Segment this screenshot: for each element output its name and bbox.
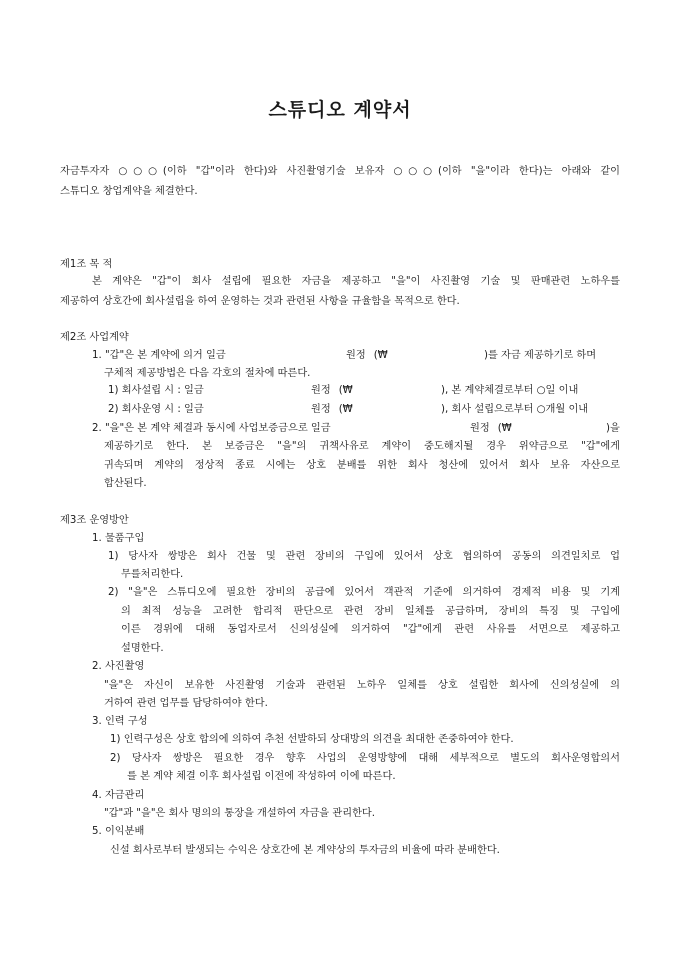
article-2-sub-2-amount bbox=[311, 401, 353, 419]
article-2-sub-1-amount bbox=[311, 382, 353, 400]
article-3-heading: 제3조 운영방안 bbox=[60, 515, 129, 526]
article-2-item-2-line-2: 귀속되며 계약의 정상적 종료 시에는 상호 분배를 위한 회사 청산에 있어서 회사 보유 자산으로 bbox=[104, 460, 620, 471]
section-5-body: 신설 회사로부터 발생되는 수익은 상호간에 본 계약상의 투자금의 비율에 따라 분배한다. bbox=[110, 845, 500, 856]
section-3-p1: 1) 인력구성은 상호 합의에 의하여 추천 선발하되 상대방의 의견을 최대한 존중하여야 한다. bbox=[110, 734, 514, 745]
article-2-item-1-tail: )를 자금 제공하기로 하며 bbox=[484, 350, 597, 361]
section-3-title: 3. 인력 구성 bbox=[92, 716, 148, 727]
article-2-heading: 제2조 사업계약 bbox=[60, 332, 129, 343]
section-3-p2-line-1: 2) 당사자 쌍방은 필요한 경우 향후 사업의 운영방향에 대해 세부적으로 별도의 회사운영합의서 bbox=[110, 753, 620, 764]
section-1-p2-line-1: 2) "을"은 스튜디오에 필요한 장비의 공급에 있어서 객관적 기준에 의거하여 경제적 비용 및 기계 bbox=[108, 587, 620, 598]
section-5-title: 5. 이익분배 bbox=[92, 826, 145, 837]
sub-1-won-label: 원정 bbox=[311, 385, 331, 396]
article-2-sub-1: 1) 회사설립 시 : 일금 bbox=[108, 385, 204, 396]
section-3-p2-line-2: 를 본 계약 체결 이후 회사설립 이전에 작성하여 이에 따른다. bbox=[127, 771, 396, 782]
item-2-won-label: 원정 bbox=[470, 423, 490, 434]
intro-line-2: 스튜디오 창업계약을 체결한다. bbox=[60, 186, 198, 197]
section-4-body: "갑"과 "을"은 회사 명의의 통장을 개설하여 자금을 관리한다. bbox=[104, 808, 375, 819]
section-4-title: 4. 자금관리 bbox=[92, 790, 145, 801]
article-2-item-1-amount bbox=[346, 347, 388, 365]
section-1-p2-line-4: 설명한다. bbox=[121, 643, 164, 654]
document-title: 스튜디오 계약서 bbox=[268, 99, 412, 121]
section-1-p2-line-2: 의 최적 성능을 고려한 합리적 판단으로 관련 장비 일체를 공급하며, 장비의 특징 및 구입에 bbox=[121, 606, 620, 617]
article-2-item-2: 2. "을"은 본 계약 체결과 동시에 사업보증금으로 일금 bbox=[92, 423, 331, 434]
article-2-item-2-tail: )을 bbox=[606, 423, 620, 434]
section-1-p1-line-1: 1) 당사자 쌍방은 회사 건물 및 관련 장비의 구입에 있어서 상호 협의하여 공동의 의견일치로 업 bbox=[108, 551, 620, 562]
article-1-heading: 제1조 목 적 bbox=[60, 259, 113, 270]
article-1-line-2: 제공하여 상호간에 회사설립을 하여 운영하는 것과 관련된 사항을 규율함을 목적으로 한다. bbox=[60, 296, 460, 307]
article-2-sub-2-tail: ), 회사 설립으로부터 ○개월 이내 bbox=[441, 404, 589, 415]
sub-2-won-label: 원정 bbox=[311, 404, 331, 415]
section-2-title: 2. 사진촬영 bbox=[92, 661, 145, 672]
sub-1-won-sign: (₩ bbox=[338, 385, 353, 396]
article-2-item-2-line-3: 합산된다. bbox=[104, 478, 147, 489]
section-1-p2-line-3: 이른 경위에 대해 동업자로서 신의성실에 의거하여 "갑"에게 관련 사유를 서면으로 제공하고 bbox=[121, 624, 620, 635]
item-1-won-label: 원정 bbox=[346, 350, 366, 361]
article-2-item-1 bbox=[92, 347, 226, 365]
section-2-line-2: 거하여 관련 업무를 담당하여야 한다. bbox=[104, 698, 268, 709]
section-2-line-1: "을"은 자신이 보유한 사진촬영 기술과 관련된 노하우 일체를 상호 설립한 회사에 신의성실에 의 bbox=[104, 680, 620, 691]
sub-2-won-sign: (₩ bbox=[338, 404, 353, 415]
item-1-won-sign: (₩ bbox=[373, 350, 388, 361]
article-2-item-2-line-1: 제공하기로 한다. 본 보증금은 "을"의 귀책사유로 계약이 중도해지될 경우 위약금으로 "갑"에게 bbox=[104, 441, 620, 452]
section-1-title: 1. 물품구입 bbox=[92, 533, 145, 544]
intro-line-1: 자금투자자 ○○○(이하 "갑"이라 한다)와 사진촬영기술 보유자 ○○○(이하 "을"이라 한다)는 아래와 같이 bbox=[60, 166, 620, 177]
article-2-sub-1-tail: ), 본 계약체결로부터 ○일 이내 bbox=[441, 385, 579, 396]
item-1-text: 1. "갑"은 본 계약에 의거 일금 bbox=[92, 350, 226, 361]
article-1-line-1: 본 계약은 "갑"이 회사 설립에 필요한 자금을 제공하고 "을"이 사진촬영 기술 및 판매관련 노하우를 bbox=[92, 276, 620, 287]
article-2-item-2-amount bbox=[470, 420, 512, 438]
item-2-won-sign: (₩ bbox=[497, 423, 512, 434]
article-2-item-1-cont: 구체적 제공방법은 다음 각호의 절차에 따른다. bbox=[104, 368, 311, 379]
section-1-p1-line-2: 무를처리한다. bbox=[121, 569, 184, 580]
article-2-sub-2: 2) 회사운영 시 : 일금 bbox=[108, 404, 204, 415]
